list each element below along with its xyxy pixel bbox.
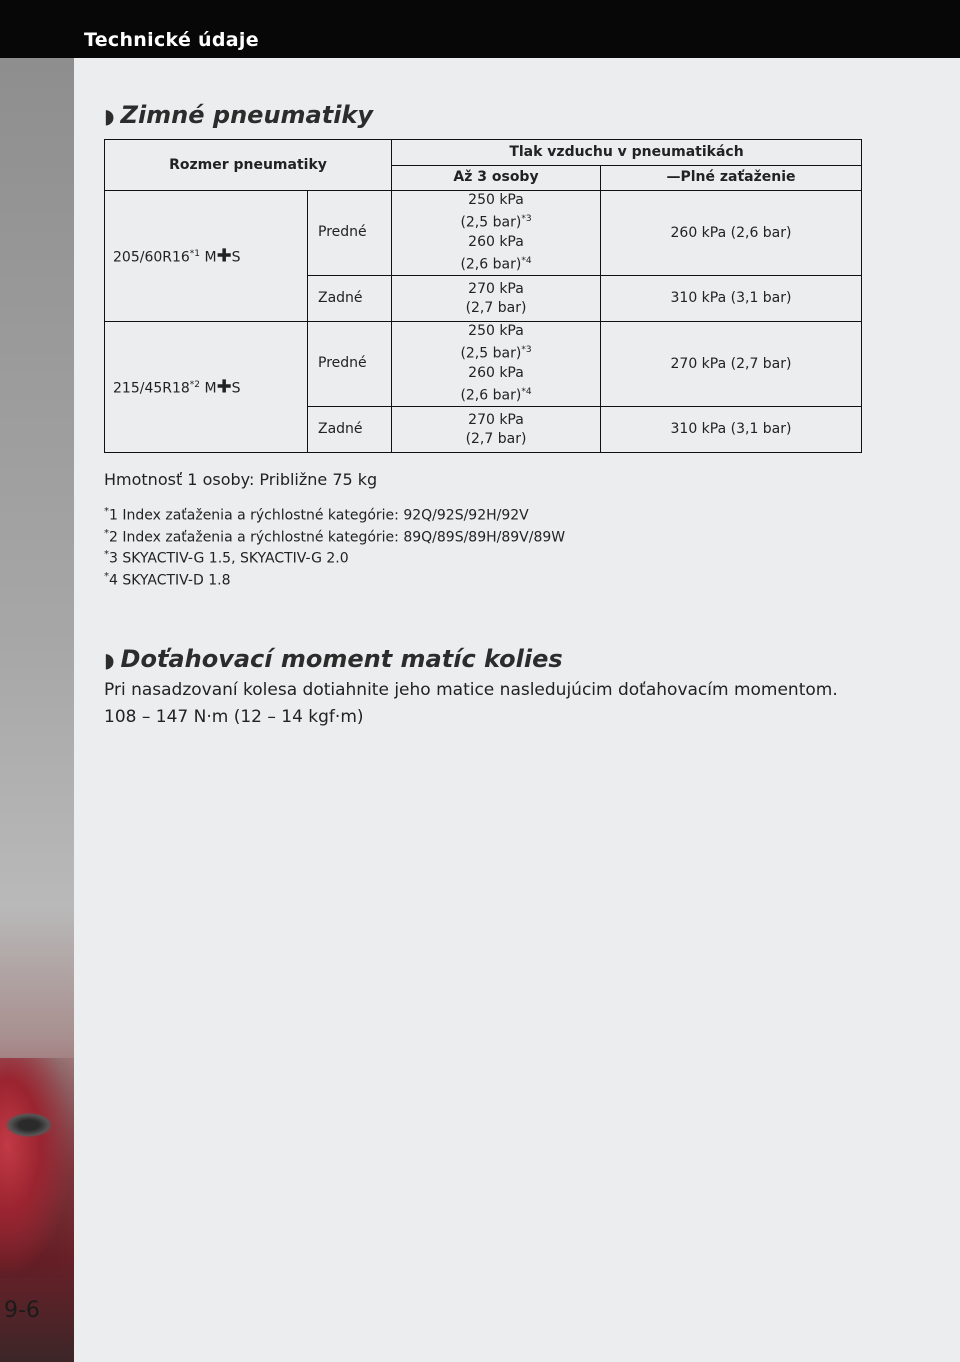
footnote-text: 2 Index zaťaženia a rýchlostné kategórie: 89Q/89S/89H/89V/89W xyxy=(109,529,566,546)
footnote-ref: *1 xyxy=(189,248,201,259)
tire-size: 215/45R18 xyxy=(113,380,190,397)
person-mass-note: Hmotnosť 1 osoby: Približne 75 kg xyxy=(104,470,378,489)
pressure-value: (2,6 bar) xyxy=(460,256,522,273)
footnote-mark: * xyxy=(104,506,109,517)
footnote-text: 1 Index zaťaženia a rýchlostné kategórie: 92Q/92S/92H/92V xyxy=(109,507,529,524)
footnote-mark: * xyxy=(104,527,109,539)
footnote xyxy=(104,525,565,547)
footnotes xyxy=(104,503,565,590)
section-heading-winter-tires xyxy=(104,101,373,129)
torque-value: 108 – 147 N·m (12 – 14 kgf·m) xyxy=(104,707,364,727)
pressure-full-load: 270 kPa (2,7 bar) xyxy=(601,322,862,407)
header-bar xyxy=(0,0,960,58)
ms-m: M xyxy=(204,249,217,266)
torque-instruction: Pri nasadzovaní kolesa dotiahnite jeho matice nasledujúcim doťahovacím momentom. xyxy=(104,680,838,700)
ms-s: S xyxy=(231,249,241,266)
pressure-line xyxy=(396,252,596,275)
pressure-value: (2,5 bar) xyxy=(460,215,522,231)
car-photo xyxy=(0,1058,74,1278)
position-rear: Zadné xyxy=(308,276,392,322)
header-pressure: Tlak vzduchu v pneumatikách xyxy=(392,140,862,166)
footnote-ref: *2 xyxy=(189,379,201,390)
table-row xyxy=(105,322,862,407)
bullet-icon: ◗ xyxy=(104,104,115,128)
pressure-line: (2,7 bar) xyxy=(465,299,527,316)
side-photo-strip xyxy=(0,58,74,1362)
pressure-value: (2,6 bar) xyxy=(460,387,522,404)
pressure-line: 260 kPa xyxy=(468,365,524,381)
plus-icon: ✚ xyxy=(216,245,232,267)
position-front: Predné xyxy=(308,191,392,276)
tire-size-cell xyxy=(105,322,308,453)
pressure-line: (2,7 bar) xyxy=(465,430,527,447)
heading-text: Zimné pneumatiky xyxy=(120,101,374,129)
footnote-text: 3 SKYACTIV-G 1.5, SKYACTIV-G 2.0 xyxy=(109,550,349,567)
footnote-ref: *3 xyxy=(521,345,532,356)
headlamp-image xyxy=(6,1113,52,1137)
position-front: Predné xyxy=(308,322,392,407)
footnote-ref: *3 xyxy=(521,214,532,225)
pressure-line xyxy=(396,341,596,364)
pressure-full-load: 260 kPa (2,6 bar) xyxy=(601,191,862,276)
tire-size-cell xyxy=(105,191,308,322)
footnote-text: 4 SKYACTIV-D 1.8 xyxy=(109,572,231,589)
tire-size: 205/60R16 xyxy=(113,249,190,266)
pressure-line: 270 kPa xyxy=(468,280,524,297)
footnote xyxy=(104,546,565,568)
ms-m: M xyxy=(204,380,217,397)
header-size: Rozmer pneumatiky xyxy=(105,140,392,191)
pressure-full-load: 310 kPa (3,1 bar) xyxy=(601,276,862,322)
header-full-load: —Plné zaťaženie xyxy=(601,165,862,191)
pressure-line xyxy=(396,383,596,406)
pressure-line: 250 kPa xyxy=(468,323,524,340)
footnote-ref: *4 xyxy=(521,387,532,397)
pressure-3-persons xyxy=(392,407,601,453)
pressure-3-persons xyxy=(392,191,601,276)
pressure-value: (2,5 bar) xyxy=(460,346,522,362)
pressure-full-load: 310 kPa (3,1 bar) xyxy=(601,407,862,453)
footnote-mark: * xyxy=(104,570,109,582)
position-rear: Zadné xyxy=(308,407,392,453)
header-title: Technické údaje xyxy=(84,29,259,51)
pressure-line xyxy=(396,210,596,233)
heading-text: Doťahovací moment matíc kolies xyxy=(120,645,563,673)
section-heading-torque xyxy=(104,645,563,673)
footnote xyxy=(104,568,565,590)
bullet-icon: ◗ xyxy=(104,648,115,672)
pressure-line: 250 kPa xyxy=(468,192,524,209)
table-row xyxy=(105,191,862,276)
pressure-line: 260 kPa xyxy=(468,234,524,250)
pressure-3-persons xyxy=(392,276,601,322)
ms-s: S xyxy=(231,380,241,397)
header-3-persons: Až 3 osoby xyxy=(392,165,601,191)
pressure-line: 270 kPa xyxy=(468,411,524,428)
plus-icon: ✚ xyxy=(216,376,232,398)
footnote-ref: *4 xyxy=(521,256,532,266)
pressure-3-persons xyxy=(392,322,601,407)
footnote xyxy=(104,503,565,525)
tire-pressure-table xyxy=(104,139,862,453)
footnote-mark: * xyxy=(104,549,109,561)
page-number: 9-6 xyxy=(4,1298,40,1323)
